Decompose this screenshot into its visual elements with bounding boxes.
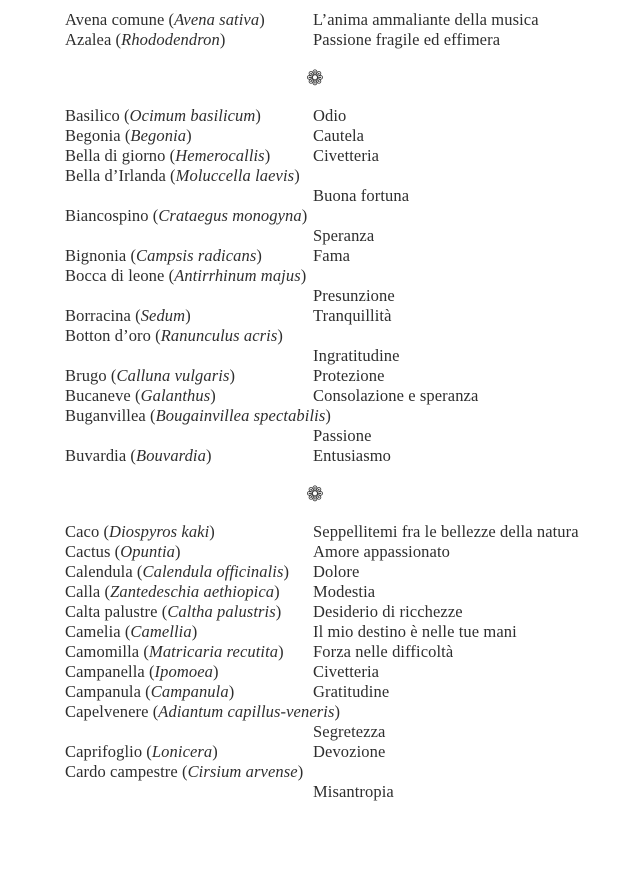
flower-name bbox=[65, 146, 313, 166]
floral-ornament-icon: ❁ bbox=[306, 482, 324, 506]
section-separator bbox=[65, 50, 565, 106]
flower-common-name: Azalea bbox=[65, 30, 112, 49]
close-paren: ) bbox=[325, 406, 331, 425]
flower-name bbox=[65, 762, 640, 782]
close-paren: ) bbox=[228, 682, 235, 701]
latin-name: Antirrhinum majus bbox=[174, 266, 301, 285]
close-paren: ) bbox=[229, 366, 236, 385]
glossary-entry-row bbox=[65, 522, 640, 542]
flower-name bbox=[65, 522, 313, 542]
flower-name bbox=[65, 30, 313, 50]
flower-meaning: Dolore bbox=[313, 562, 360, 581]
flower-meaning: Passione bbox=[313, 426, 372, 445]
glossary-entry-row bbox=[65, 682, 640, 702]
flower-name bbox=[65, 306, 313, 326]
glossary-entry-row bbox=[65, 246, 640, 266]
flower-common-name: Cardo campestre bbox=[65, 762, 178, 781]
close-paren: ) bbox=[212, 662, 219, 681]
flower-common-name: Caco bbox=[65, 522, 100, 541]
flower-name bbox=[65, 622, 313, 642]
flower-common-name: Bella di giorno bbox=[65, 146, 166, 165]
open-paren: ( bbox=[124, 106, 130, 125]
close-paren: ) bbox=[175, 542, 181, 561]
flower-meaning: Protezione bbox=[313, 366, 385, 385]
latin-name: Ipomoea bbox=[154, 662, 213, 681]
latin-name: Crataegus monogyna bbox=[158, 206, 302, 225]
flower-name bbox=[65, 206, 640, 226]
latin-name: Campsis radicans bbox=[136, 246, 257, 265]
flower-name bbox=[65, 742, 313, 762]
flower-meaning: Consolazione e speranza bbox=[313, 386, 479, 405]
flower-meaning: Misantropia bbox=[313, 782, 394, 801]
flower-common-name: Camomilla bbox=[65, 642, 140, 661]
latin-name: Matricaria recutita bbox=[148, 642, 279, 661]
close-paren: ) bbox=[186, 126, 192, 145]
latin-name: Ocimum basilicum bbox=[129, 106, 256, 125]
glossary-entry-row bbox=[65, 106, 640, 126]
close-paren: ) bbox=[191, 622, 198, 641]
close-paren: ) bbox=[301, 206, 308, 225]
flower-meaning: L’anima ammaliante della musica bbox=[313, 10, 539, 29]
flower-meaning: Buona fortuna bbox=[313, 186, 410, 205]
open-paren: ( bbox=[161, 602, 168, 621]
open-paren: ( bbox=[130, 246, 137, 265]
glossary-entry-row bbox=[65, 762, 640, 802]
flower-common-name: Bella d’Irlanda bbox=[65, 166, 166, 185]
flower-meaning: Desiderio di ricchezze bbox=[313, 602, 463, 621]
latin-name: Galanthus bbox=[140, 386, 211, 405]
close-paren: ) bbox=[210, 386, 216, 405]
open-paren: ( bbox=[103, 522, 110, 541]
flower-meaning: Segretezza bbox=[313, 722, 386, 741]
glossary-entry-row bbox=[65, 126, 640, 146]
latin-name: Calendula officinalis bbox=[142, 562, 284, 581]
glossary-entry-row bbox=[65, 146, 640, 166]
flower-name bbox=[65, 10, 313, 30]
glossary-entry-row bbox=[65, 406, 640, 446]
latin-name: Diospyros kaki bbox=[109, 522, 210, 541]
close-paren: ) bbox=[334, 702, 341, 721]
flower-common-name: Borracina bbox=[65, 306, 131, 325]
close-paren: ) bbox=[256, 246, 262, 265]
flower-name bbox=[65, 366, 313, 386]
glossary-entry-row bbox=[65, 206, 640, 246]
flower-common-name: Buganvillea bbox=[65, 406, 146, 425]
flower-name bbox=[65, 406, 640, 426]
flower-meaning: Civetteria bbox=[313, 146, 380, 165]
latin-name: Zantedeschia aethiopica bbox=[110, 582, 275, 601]
flower-common-name: Biancospino bbox=[65, 206, 149, 225]
open-paren: ( bbox=[114, 542, 121, 561]
open-paren: ( bbox=[134, 386, 141, 405]
open-paren: ( bbox=[170, 166, 176, 185]
open-paren: ( bbox=[130, 446, 137, 465]
glossary-entry-row bbox=[65, 662, 640, 682]
close-paren: ) bbox=[264, 146, 271, 165]
open-paren: ( bbox=[168, 266, 175, 285]
close-paren: ) bbox=[255, 106, 262, 125]
flower-common-name: Avena comune bbox=[65, 10, 165, 29]
latin-name: Campanula bbox=[150, 682, 229, 701]
open-paren: ( bbox=[152, 206, 159, 225]
close-paren: ) bbox=[259, 10, 265, 29]
flower-name bbox=[65, 702, 640, 722]
flower-name bbox=[65, 582, 313, 602]
close-paren: ) bbox=[300, 266, 307, 285]
flower-common-name: Calendula bbox=[65, 562, 133, 581]
open-paren: ( bbox=[155, 326, 161, 345]
close-paren: ) bbox=[275, 602, 282, 621]
flower-name bbox=[65, 126, 313, 146]
flower-name bbox=[65, 682, 313, 702]
glossary-entry-row bbox=[65, 702, 640, 742]
open-paren: ( bbox=[143, 642, 149, 661]
flower-common-name: Campanella bbox=[65, 662, 145, 681]
flower-meaning: Forza nelle difficoltà bbox=[313, 642, 454, 661]
glossary-entry-row bbox=[65, 10, 640, 30]
flower-meaning: Entusiasmo bbox=[313, 446, 391, 465]
flower-common-name: Calta palustre bbox=[65, 602, 158, 621]
latin-name: Lonicera bbox=[151, 742, 213, 761]
latin-name: Rhododendron bbox=[121, 30, 220, 49]
open-paren: ( bbox=[115, 30, 122, 49]
flower-meaning: Cautela bbox=[313, 126, 365, 145]
glossary-entry-row bbox=[65, 326, 640, 366]
latin-name: Adiantum capillus-veneris bbox=[158, 702, 335, 721]
glossary-entry-row bbox=[65, 266, 640, 306]
open-paren: ( bbox=[149, 406, 156, 425]
glossary-entry-row bbox=[65, 582, 640, 602]
flower-meaning: Devozione bbox=[313, 742, 386, 761]
flower-common-name: Bignonia bbox=[65, 246, 127, 265]
latin-name: Camellia bbox=[130, 622, 192, 641]
latin-name: Opuntia bbox=[120, 542, 176, 561]
close-paren: ) bbox=[283, 562, 290, 581]
flower-meaning: Odio bbox=[313, 106, 347, 125]
close-paren: ) bbox=[278, 642, 284, 661]
flower-common-name: Botton d’oro bbox=[65, 326, 151, 345]
flower-meaning: Civetteria bbox=[313, 662, 380, 681]
flower-name bbox=[65, 562, 313, 582]
latin-name: Bouvardia bbox=[136, 446, 206, 465]
flower-name bbox=[65, 642, 313, 662]
open-paren: ( bbox=[168, 10, 175, 29]
open-paren: ( bbox=[135, 306, 141, 325]
flower-glossary bbox=[65, 10, 640, 802]
latin-name: Cirsium arvense bbox=[187, 762, 298, 781]
open-paren: ( bbox=[136, 562, 143, 581]
flower-name bbox=[65, 266, 640, 286]
flower-meaning: Passione fragile ed effimera bbox=[313, 30, 501, 49]
close-paren: ) bbox=[212, 742, 218, 761]
flower-common-name: Bucaneve bbox=[65, 386, 131, 405]
glossary-entry-row bbox=[65, 386, 640, 406]
open-paren: ( bbox=[148, 662, 155, 681]
latin-name: Avena sativa bbox=[174, 10, 260, 29]
flower-common-name: Brugo bbox=[65, 366, 107, 385]
open-paren: ( bbox=[146, 742, 152, 761]
floral-ornament-icon: ❁ bbox=[306, 66, 324, 90]
close-paren: ) bbox=[185, 306, 191, 325]
flower-common-name: Cactus bbox=[65, 542, 111, 561]
flower-common-name: Buvardia bbox=[65, 446, 127, 465]
glossary-entry-row bbox=[65, 30, 640, 50]
glossary-entry-row bbox=[65, 622, 640, 642]
flower-common-name: Basilico bbox=[65, 106, 120, 125]
flower-meaning: Il mio destino è nelle tue mani bbox=[313, 622, 517, 641]
flower-meaning: Gratitudine bbox=[313, 682, 390, 701]
glossary-entry-row bbox=[65, 542, 640, 562]
glossary-entry-row bbox=[65, 306, 640, 326]
close-paren: ) bbox=[297, 762, 304, 781]
glossary-entry-row bbox=[65, 602, 640, 622]
flower-common-name: Camelia bbox=[65, 622, 121, 641]
close-paren: ) bbox=[209, 522, 215, 541]
latin-name: Begonia bbox=[130, 126, 187, 145]
flower-name bbox=[65, 662, 313, 682]
flower-common-name: Caprifoglio bbox=[65, 742, 143, 761]
flower-meaning: Ingratitudine bbox=[313, 346, 400, 365]
latin-name: Calluna vulgaris bbox=[116, 366, 230, 385]
glossary-entry-row bbox=[65, 366, 640, 386]
close-paren: ) bbox=[294, 166, 300, 185]
flower-name bbox=[65, 246, 313, 266]
close-paren: ) bbox=[205, 446, 212, 465]
open-paren: ( bbox=[169, 146, 176, 165]
open-paren: ( bbox=[124, 126, 131, 145]
open-paren: ( bbox=[152, 702, 159, 721]
open-paren: ( bbox=[124, 622, 131, 641]
open-paren: ( bbox=[110, 366, 117, 385]
latin-name: Moluccella laevis bbox=[175, 166, 295, 185]
flower-meaning: Presunzione bbox=[313, 286, 395, 305]
close-paren: ) bbox=[274, 582, 280, 601]
flower-common-name: Bocca di leone bbox=[65, 266, 165, 285]
flower-name bbox=[65, 602, 313, 622]
flower-name bbox=[65, 106, 313, 126]
glossary-entry-row bbox=[65, 562, 640, 582]
open-paren: ( bbox=[181, 762, 188, 781]
glossary-entry-row bbox=[65, 742, 640, 762]
flower-meaning: Modestia bbox=[313, 582, 376, 601]
latin-name: Sedum bbox=[140, 306, 186, 325]
flower-meaning: Amore appassionato bbox=[313, 542, 450, 561]
latin-name: Caltha palustris bbox=[167, 602, 276, 621]
open-paren: ( bbox=[104, 582, 111, 601]
flower-name bbox=[65, 386, 313, 406]
section-separator bbox=[65, 466, 565, 522]
flower-name bbox=[65, 326, 640, 346]
flower-name bbox=[65, 542, 313, 562]
close-paren: ) bbox=[277, 326, 283, 345]
flower-meaning: Tranquillità bbox=[313, 306, 392, 325]
flower-name bbox=[65, 166, 640, 186]
flower-common-name: Capelvenere bbox=[65, 702, 149, 721]
flower-meaning: Seppellitemi fra le bellezze della natura bbox=[313, 522, 579, 541]
flower-meaning: Fama bbox=[313, 246, 351, 265]
latin-name: Bougainvillea spectabilis bbox=[155, 406, 326, 425]
flower-common-name: Begonia bbox=[65, 126, 121, 145]
flower-name bbox=[65, 446, 313, 466]
flower-common-name: Calla bbox=[65, 582, 101, 601]
latin-name: Ranunculus acris bbox=[160, 326, 278, 345]
glossary-entry-row bbox=[65, 166, 640, 206]
close-paren: ) bbox=[219, 30, 226, 49]
glossary-entry-row bbox=[65, 642, 640, 662]
flower-common-name: Campanula bbox=[65, 682, 142, 701]
glossary-entry-row bbox=[65, 446, 640, 466]
flower-meaning: Speranza bbox=[313, 226, 375, 245]
open-paren: ( bbox=[145, 682, 151, 701]
latin-name: Hemerocallis bbox=[175, 146, 265, 165]
